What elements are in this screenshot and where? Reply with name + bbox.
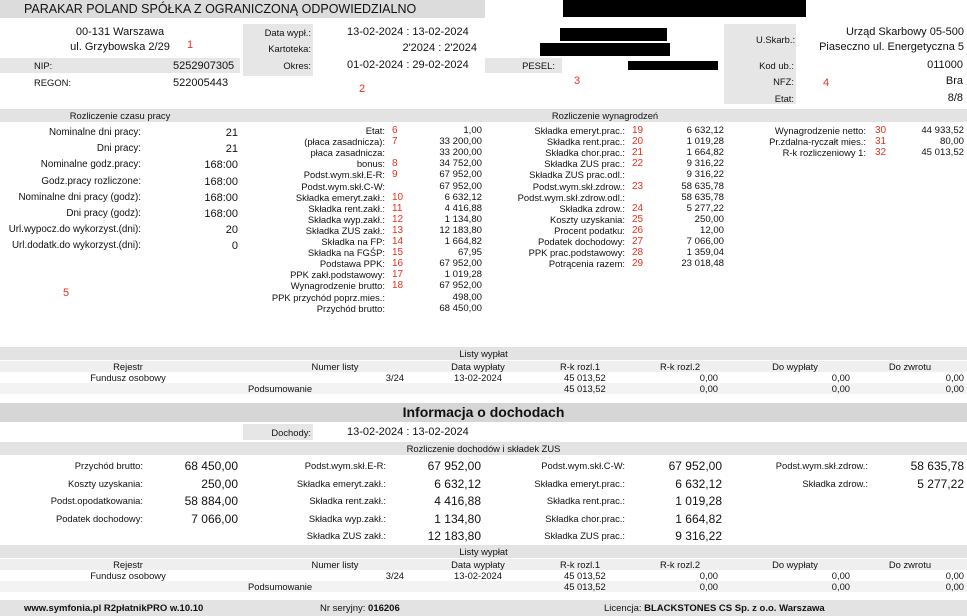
footer-serial [320,604,400,614]
lista-do-wyplaty: 0,00 [831,372,850,383]
regon-value: 522005443 [173,77,229,89]
wyn-label: Wynagrodzenie netto: [774,125,866,136]
wyn-value: 1 019,28 [686,136,724,148]
lista-rk2: 0,00 [699,570,718,581]
zus-value: 58 635,78 [910,459,964,473]
wyn-label: Składka ZUS prac.: [544,158,625,170]
zus-label: Przychód brutto: [74,460,143,471]
nip-label: NIP: [34,60,53,71]
lista-data: 13-02-2024 [454,372,502,383]
czas-value: 21 [225,127,238,139]
marker-number: 20 [632,136,644,148]
wyn-value: 1,00 [463,125,482,136]
marker-number: 22 [632,158,644,170]
zus-label: Podst.wym.skł.zdrow.: [775,460,868,471]
lista-sum-rk2: 0,00 [699,581,718,592]
wyn-value: 80,00 [939,136,964,148]
section-dochody-zus: Rozliczenie dochodów i składek ZUS [406,443,561,454]
wyn-label: Podst.wym.skł.C-W: [301,180,385,192]
zus-value: 67 952,00 [427,459,481,473]
section-listy: Listy wypłat [459,348,508,359]
zus-label: Podst.opodatkowania: [50,495,143,507]
marker-number: 11 [392,202,403,214]
marker-number: 25 [632,213,644,225]
marker-number: 16 [392,258,404,270]
zus-value: 6 632,12 [434,476,481,491]
marker-number: 29 [632,258,644,270]
kod-label: Kod ub.: [759,60,794,71]
lista-sum-label: Podsumowanie [248,383,313,394]
czas-value: 168:00 [204,191,238,204]
wyn-value: 12,00 [699,224,724,236]
lista-header: Rejestr [113,361,143,372]
lista-header: Do zwrotu [888,559,932,570]
zus-value: 1 664,82 [675,511,722,526]
czas-value: 168:00 [204,175,238,188]
lista-header: R-k rozl.2 [659,361,701,372]
zus-label: Składka chor.prac.: [545,512,625,524]
nfz-value: Bra [945,75,963,87]
lista-sum-rk1: 45 013,52 [564,383,606,394]
wyn-label: Składka rent.prac.: [546,136,625,148]
wyn-label: Składka emeryt.zakł.: [295,191,385,203]
wyn-value: 7 066,00 [686,236,724,247]
footer-license [604,604,825,614]
nip-value: 5252907305 [173,60,235,72]
okres-value: 01-02-2024 : 29-02-2024 [347,59,469,71]
czas-label: Dni pracy (godz): [66,208,141,219]
wyn-label: Składka ZUS zakł.: [305,224,385,236]
wyn-value: 68 450,00 [439,302,482,314]
wyn-label: PPK przychód poprz.mies.: [271,291,385,303]
zus-label: Składka emeryt.zakł.: [296,477,386,489]
section-info: Informacja o dochodach [402,404,565,420]
etat-value: 8/8 [947,92,963,104]
wyn-label: Składka emeryt.prac.: [534,125,625,136]
wyn-label: Potrącenia razem: [548,258,625,270]
employer-postal: 00-131 Warszawa [75,26,165,38]
footer-serial-label: Nr seryjny: [320,603,366,614]
wyn-label: Składka chor.prac.: [545,147,625,159]
section-listy-2: Listy wypłat [459,546,508,557]
lista-header: R-k rozl.2 [659,559,701,570]
wyn-value: 33 200,00 [439,136,482,148]
marker-number: 14 [392,236,404,247]
czas-label: Url.wypocz.do wykorzyst.(dni): [8,224,141,236]
czas-label: Nominalne dni pracy: [48,127,141,138]
uskarb-line-1: Urząd Skarbowy 05-500 [845,26,964,38]
wyn-value: 67 952,00 [439,169,482,181]
lista-sum-do-zwrotu: 0,00 [945,383,964,394]
wyn-value: 1 664,82 [686,147,724,159]
lista-sum-do-zwrotu: 0,00 [945,581,964,592]
wyn-value: 1 134,80 [444,213,482,225]
marker-5: 5 [63,287,70,299]
wyn-label: (płaca zasadnicza): [304,136,385,148]
marker-number: 9 [392,169,398,181]
dochody-label: Dochody: [271,427,311,438]
marker-4: 4 [823,77,830,89]
wyn-label: Składka wyp.zakł.: [307,213,385,225]
lista-sum-do-wyplaty: 0,00 [831,581,850,592]
wyn-label: płaca zasadnicza: [310,147,385,159]
lista-do-wyplaty: 0,00 [831,570,850,581]
redacted-pesel [628,61,718,70]
lista-sum-rk2: 0,00 [699,383,718,394]
wyn-value: 1 019,28 [444,269,482,281]
lista-header: Data wypłaty [451,361,505,372]
marker-number: 23 [632,180,644,192]
marker-number: 15 [392,247,404,259]
wyn-label: Etat: [365,125,385,136]
lista-do-zwrotu: 0,00 [945,570,964,581]
marker-number: 12 [392,213,404,225]
wyn-label: Podstawa PPK: [319,258,385,270]
marker-number: 10 [392,191,404,203]
footer-serial-value: 016206 [368,603,400,614]
lista-data: 13-02-2024 [454,570,502,581]
marker-number: 7 [392,136,398,148]
lista-rk2: 0,00 [699,372,718,383]
wyn-label: Składka ZUS prac.odl.: [529,169,625,181]
marker-number: 17 [392,269,404,281]
uskarb-line-2: Piaseczno ul. Energetyczna 5 [819,41,964,53]
marker-number: 13 [392,224,404,236]
wyn-value: 34 752,00 [439,158,482,170]
wyn-value: 6 632,12 [444,191,482,203]
marker-number: 27 [632,236,644,247]
zus-label: Składka rent.zakł.: [309,495,386,507]
wyn-value: 23 018,48 [681,258,724,270]
wyn-label: PPK prac.podstawowy: [528,247,625,259]
marker-number: 31 [875,136,887,148]
kartoteka-value: 2'2024 : 2'2024 [402,42,477,54]
marker-3: 3 [574,75,581,87]
zus-label: Składka ZUS zakł.: [306,530,386,542]
wyn-value: 67 952,00 [439,180,482,192]
wyn-label: R-k rozliczeniowy 1: [782,147,866,159]
zus-label: Składka zdrow.: [802,477,868,489]
zus-label: Podst.wym.skł.C-W: [541,460,625,471]
wyn-label: Procent podatku: [554,224,625,236]
wyn-label: Składka na FP: [321,236,385,247]
marker-number: 6 [392,125,398,136]
company-name: PARAKAR POLAND SPÓŁKA Z OGRANICZONĄ ODPOWIEDZIALNO [24,2,417,16]
wyn-label: Składka rent.zakł.: [308,202,385,214]
wyn-value: 1 359,04 [686,247,724,259]
etat-label: Etat: [774,93,794,104]
pesel-label: PESEL: [522,60,555,71]
footer-site [24,604,203,614]
zus-value: 68 450,00 [184,459,238,473]
lista-numer: 3/24 [385,372,404,383]
czas-value: 21 [225,143,238,156]
lista-header: R-k rozl.1 [559,361,601,372]
czas-label: Godz.pracy rozliczone: [41,175,141,187]
lista-header: R-k rozl.1 [559,559,601,570]
wyn-label: Wynagrodzenie brutto: [290,280,385,292]
zus-label: Składka emeryt.prac.: [534,477,625,489]
wyn-value: 33 200,00 [439,147,482,159]
wyn-value: 5 277,22 [686,202,724,214]
wyn-label: Koszty uzyskania: [549,213,625,225]
footer-site-text: www.symfonia.pl [24,603,102,614]
wyn-value: 67 952,00 [439,280,482,292]
lista-sum-label: Podsumowanie [248,581,313,592]
wyn-label: Pr.zdalna-ryczałt mies.: [769,136,866,148]
wyn-value: 9 316,22 [686,169,724,181]
wyn-label: Podst.wym.skł.E-R: [303,169,385,181]
czas-label: Nominalne godz.pracy: [40,159,141,171]
marker-2: 2 [359,83,366,95]
marker-number: 32 [875,147,887,159]
wyn-value: 250,00 [694,213,724,225]
zus-value: 12 183,80 [427,529,481,544]
zus-label: Składka wyp.zakł.: [308,512,386,524]
zus-value: 1 134,80 [434,511,481,526]
wyn-value: 44 933,52 [921,125,964,136]
redacted-field-2 [540,43,670,56]
wyn-label: Składka na FGŚP: [307,247,385,259]
marker-number: 21 [632,147,644,159]
wyn-label: Przychód brutto: [316,302,385,314]
dochody-value: 13-02-2024 : 13-02-2024 [347,426,469,438]
lista-header: Rejestr [113,559,143,570]
wyn-value: 1 664,82 [444,236,482,247]
zus-value: 6 632,12 [675,476,722,491]
redacted-field-1 [560,28,667,41]
zus-value: 7 066,00 [191,511,238,526]
marker-number: 24 [632,202,644,214]
zus-value: 1 019,28 [675,494,722,509]
marker-number: 30 [875,125,887,136]
nfz-label: NFZ: [773,76,794,87]
wyn-value: 9 316,22 [686,158,724,170]
marker-1: 1 [187,39,194,51]
wyn-value: 6 632,12 [686,125,724,136]
section-czas: Rozliczenie czasu pracy [69,110,171,121]
lista-header: Numer listy [311,559,359,570]
wyn-label: Podatek dochodowy: [537,236,625,247]
czas-value: 20 [225,224,238,237]
zus-value: 250,00 [201,476,238,491]
zus-value: 4 416,88 [434,494,481,509]
zus-value: 5 277,22 [917,476,964,491]
lista-numer: 3/24 [385,570,404,581]
zus-label: Podatek dochodowy: [55,512,143,524]
wyn-label: Podst.wym.skł.zdrow.: [532,180,625,192]
wyn-value: 58 635,78 [681,180,724,192]
redacted-name [563,0,806,17]
czas-label: Dni pracy: [96,143,141,155]
marker-number: 28 [632,247,644,259]
zus-value: 67 952,00 [668,459,722,473]
kod-value: 011000 [927,59,963,71]
lista-header: Do zwrotu [888,361,932,372]
uskarb-label: U.Skarb.: [756,34,796,45]
wyn-value: 45 013,52 [921,147,964,159]
marker-number: 18 [392,280,404,292]
wyn-label: PPK zakł.podstawowy: [290,269,385,281]
wyn-value: 67 952,00 [439,258,482,270]
lista-rk1: 45 013,52 [564,372,606,383]
czas-value: 0 [231,240,238,253]
wyn-label: Składka zdrow.: [559,202,625,214]
lista-rejestr: Fundusz osobowy [90,372,166,383]
lista-header: Do wypłaty [772,361,818,372]
lista-rejestr: Fundusz osobowy [90,570,166,581]
zus-label: Składka rent.prac.: [546,495,625,507]
wyn-label: Podst.wym.skł.zdrow.odl.: [517,191,625,203]
zus-value: 9 316,22 [675,529,722,544]
wyn-label: bonus: [356,158,385,170]
wyn-value: 58 635,78 [681,191,724,203]
marker-number: 19 [632,125,644,136]
regon-label: REGON: [34,77,71,88]
lista-header: Numer listy [311,361,359,372]
section-wynagrodzen: Rozliczenie wynagrodzeń [551,110,659,121]
zus-value: 58 884,00 [184,494,238,509]
czas-label: Url.dodatk.do wykorzyst.(dni): [11,240,141,252]
lista-header: Do wypłaty [772,559,818,570]
wyn-value: 4 416,88 [444,202,482,214]
footer-license-label: Licencja: [604,603,642,614]
lista-header: Data wypłaty [451,559,505,570]
footer-license-value: BLACKSTONES CS Sp. z o.o. Warszawa [644,603,825,614]
employer-street: ul. Grzybowska 2/29 [70,41,170,53]
czas-value: 168:00 [204,159,238,172]
okres-label: Okres: [283,60,311,71]
lista-do-zwrotu: 0,00 [945,372,964,383]
czas-value: 168:00 [204,208,238,220]
marker-number: 26 [632,224,644,236]
czas-label: Nominalne dni pracy (godz): [18,191,141,203]
footer-product: R2płatnikPRO w.10.10 [103,603,204,614]
data-wypl-value: 13-02-2024 : 13-02-2024 [347,26,469,38]
zus-label: Podst.wym.skł.E-R: [304,460,386,471]
lista-sum-rk1: 45 013,52 [564,581,606,592]
wyn-value: 12 183,80 [439,224,482,236]
data-wypl-label: Data wypł.: [264,27,311,38]
wyn-value: 67,95 [457,247,482,259]
lista-sum-do-wyplaty: 0,00 [831,383,850,394]
wyn-value: 498,00 [452,291,482,303]
zus-label: Składka ZUS prac.: [544,530,625,542]
lista-rk1: 45 013,52 [564,570,606,581]
marker-number: 8 [392,158,398,170]
kartoteka-label: Kartoteka: [268,43,311,54]
zus-label: Koszty uzyskania: [67,477,143,489]
